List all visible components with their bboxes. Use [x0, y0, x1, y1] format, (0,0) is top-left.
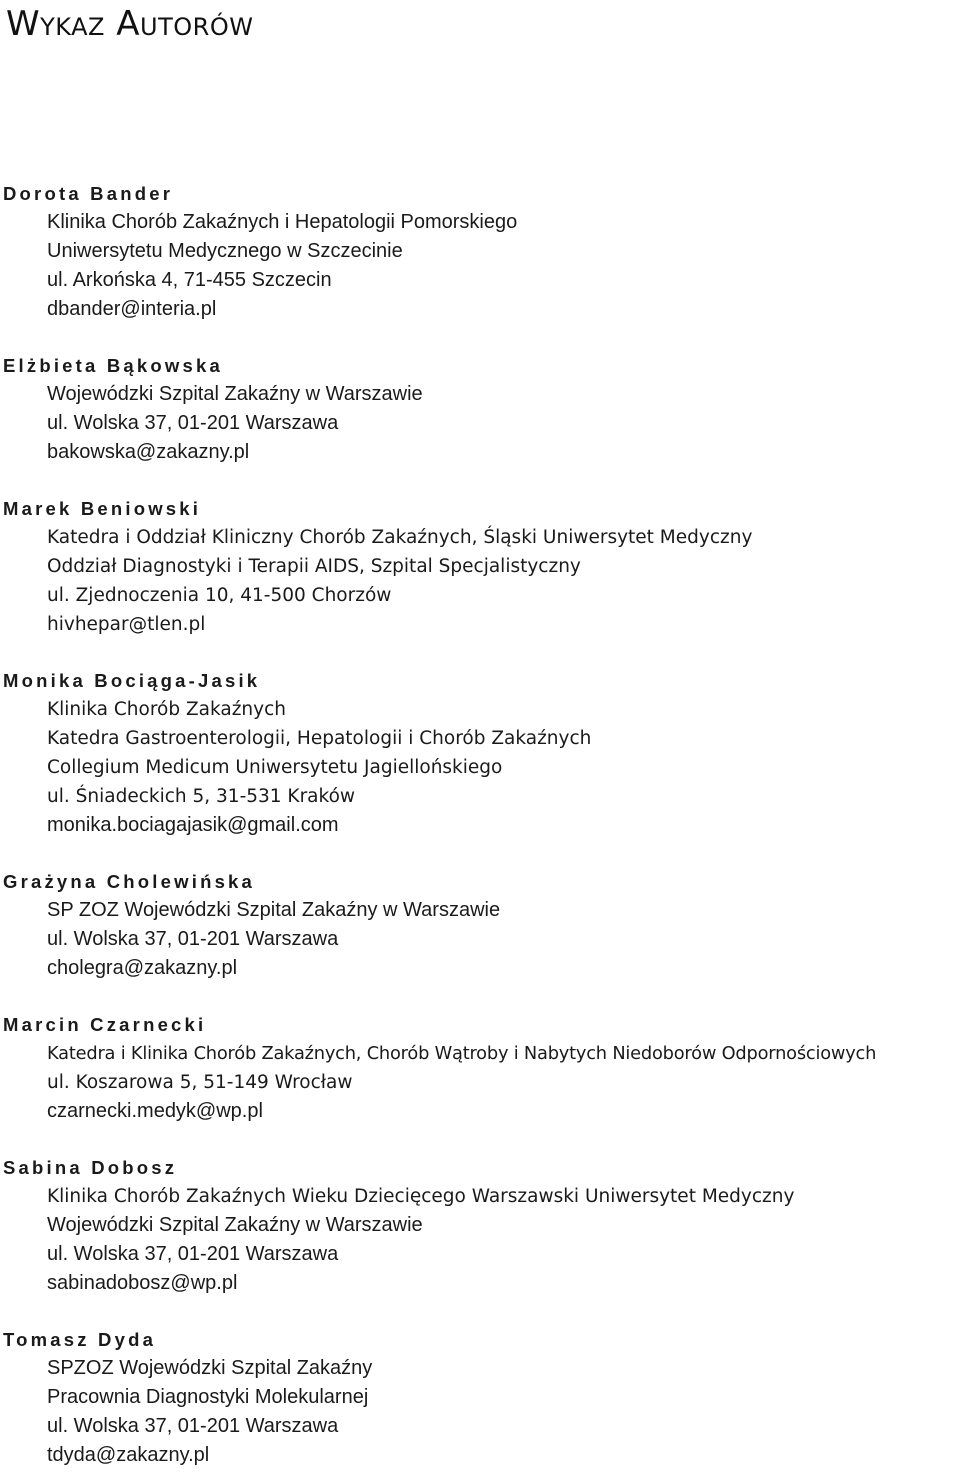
author-details	[0, 695, 960, 840]
author-email: czarnecki.medyk@wp.pl	[47, 1100, 263, 1122]
author-list	[0, 179, 960, 1470]
author-affiliation: Katedra i Klinika Chorób Zakaźnych, Chorób Wątroby i Nabytych Niedoborów Odpornościowych	[47, 1043, 877, 1064]
author-entry	[0, 1010, 960, 1126]
author-address: ul. Wolska 37, 01-201 Warszawa	[47, 1415, 339, 1437]
author-affiliation: SP ZOZ Wojewódzki Szpital Zakaźny w Warszawie	[47, 899, 501, 921]
author-entry	[0, 1153, 960, 1298]
author-entry	[0, 867, 960, 983]
author-address: ul. Wolska 37, 01-201 Warszawa	[47, 1243, 339, 1265]
author-details	[0, 208, 960, 324]
author-name: Dorota Bander	[3, 183, 174, 204]
author-affiliation: Wojewódzki Szpital Zakaźny w Warszawie	[47, 383, 423, 405]
author-affiliation: Klinika Chorób Zakaźnych	[47, 699, 287, 720]
author-details	[0, 1354, 960, 1470]
author-email: bakowska@zakazny.pl	[47, 441, 250, 463]
author-email: dbander@interia.pl	[47, 298, 217, 320]
author-details	[0, 896, 960, 983]
author-email: sabinadobosz@wp.pl	[47, 1272, 238, 1294]
author-name: Tomasz Dyda	[3, 1329, 157, 1350]
author-affiliation: Uniwersytetu Medycznego w Szczecinie	[47, 240, 403, 262]
author-address: ul. Koszarowa 5, 51-149 Wrocław	[47, 1072, 353, 1093]
author-email: hivhepar@tlen.pl	[47, 614, 206, 635]
author-details	[0, 523, 960, 639]
author-address: ul. Arkońska 4, 71-455 Szczecin	[47, 269, 332, 291]
author-email: tdyda@zakazny.pl	[47, 1444, 210, 1466]
author-name: Grażyna Cholewińska	[3, 871, 256, 892]
author-entry	[0, 351, 960, 467]
author-affiliation: Pracownia Diagnostyki Molekularnej	[47, 1386, 369, 1408]
author-name: Monika Bociąga-Jasik	[3, 670, 261, 691]
author-affiliation: Klinika Chorób Zakaźnych i Hepatologii Pomorskiego	[47, 211, 518, 233]
author-affiliation: Collegium Medicum Uniwersytetu Jagiellońskiego	[47, 757, 503, 778]
author-address: ul. Wolska 37, 01-201 Warszawa	[47, 412, 339, 434]
author-details	[0, 1182, 960, 1298]
page-title: Wykaz Autorów	[6, 4, 254, 44]
author-details	[0, 1039, 960, 1126]
author-affiliation: Katedra Gastroenterologii, Hepatologii i Chorób Zakaźnych	[47, 728, 592, 749]
author-affiliation: Katedra i Oddział Kliniczny Chorób Zakaźnych, Śląski Uniwersytet Medyczny	[47, 527, 753, 548]
author-name: Marcin Czarnecki	[3, 1014, 207, 1035]
author-address: ul. Śniadeckich 5, 31-531 Kraków	[47, 786, 356, 807]
author-name: Elżbieta Bąkowska	[3, 355, 223, 376]
author-entry	[0, 179, 960, 324]
author-email: cholegra@zakazny.pl	[47, 957, 238, 979]
author-affiliation: SPZOZ Wojewódzki Szpital Zakaźny	[47, 1357, 373, 1379]
author-entry	[0, 666, 960, 840]
author-affiliation: Klinika Chorób Zakaźnych Wieku Dziecięcego Warszawski Uniwersytet Medyczny	[47, 1186, 795, 1207]
author-address: ul. Zjednoczenia 10, 41-500 Chorzów	[47, 585, 392, 606]
author-entry	[0, 494, 960, 639]
author-affiliation: Oddział Diagnostyki i Terapii AIDS, Szpital Specjalistyczny	[47, 556, 581, 577]
author-details	[0, 380, 960, 467]
author-name: Sabina Dobosz	[3, 1157, 178, 1178]
author-email: monika.bociagajasik@gmail.com	[47, 814, 339, 836]
author-entry	[0, 1325, 960, 1470]
author-address: ul. Wolska 37, 01-201 Warszawa	[47, 928, 339, 950]
author-name: Marek Beniowski	[3, 498, 202, 519]
author-affiliation: Wojewódzki Szpital Zakaźny w Warszawie	[47, 1214, 423, 1236]
